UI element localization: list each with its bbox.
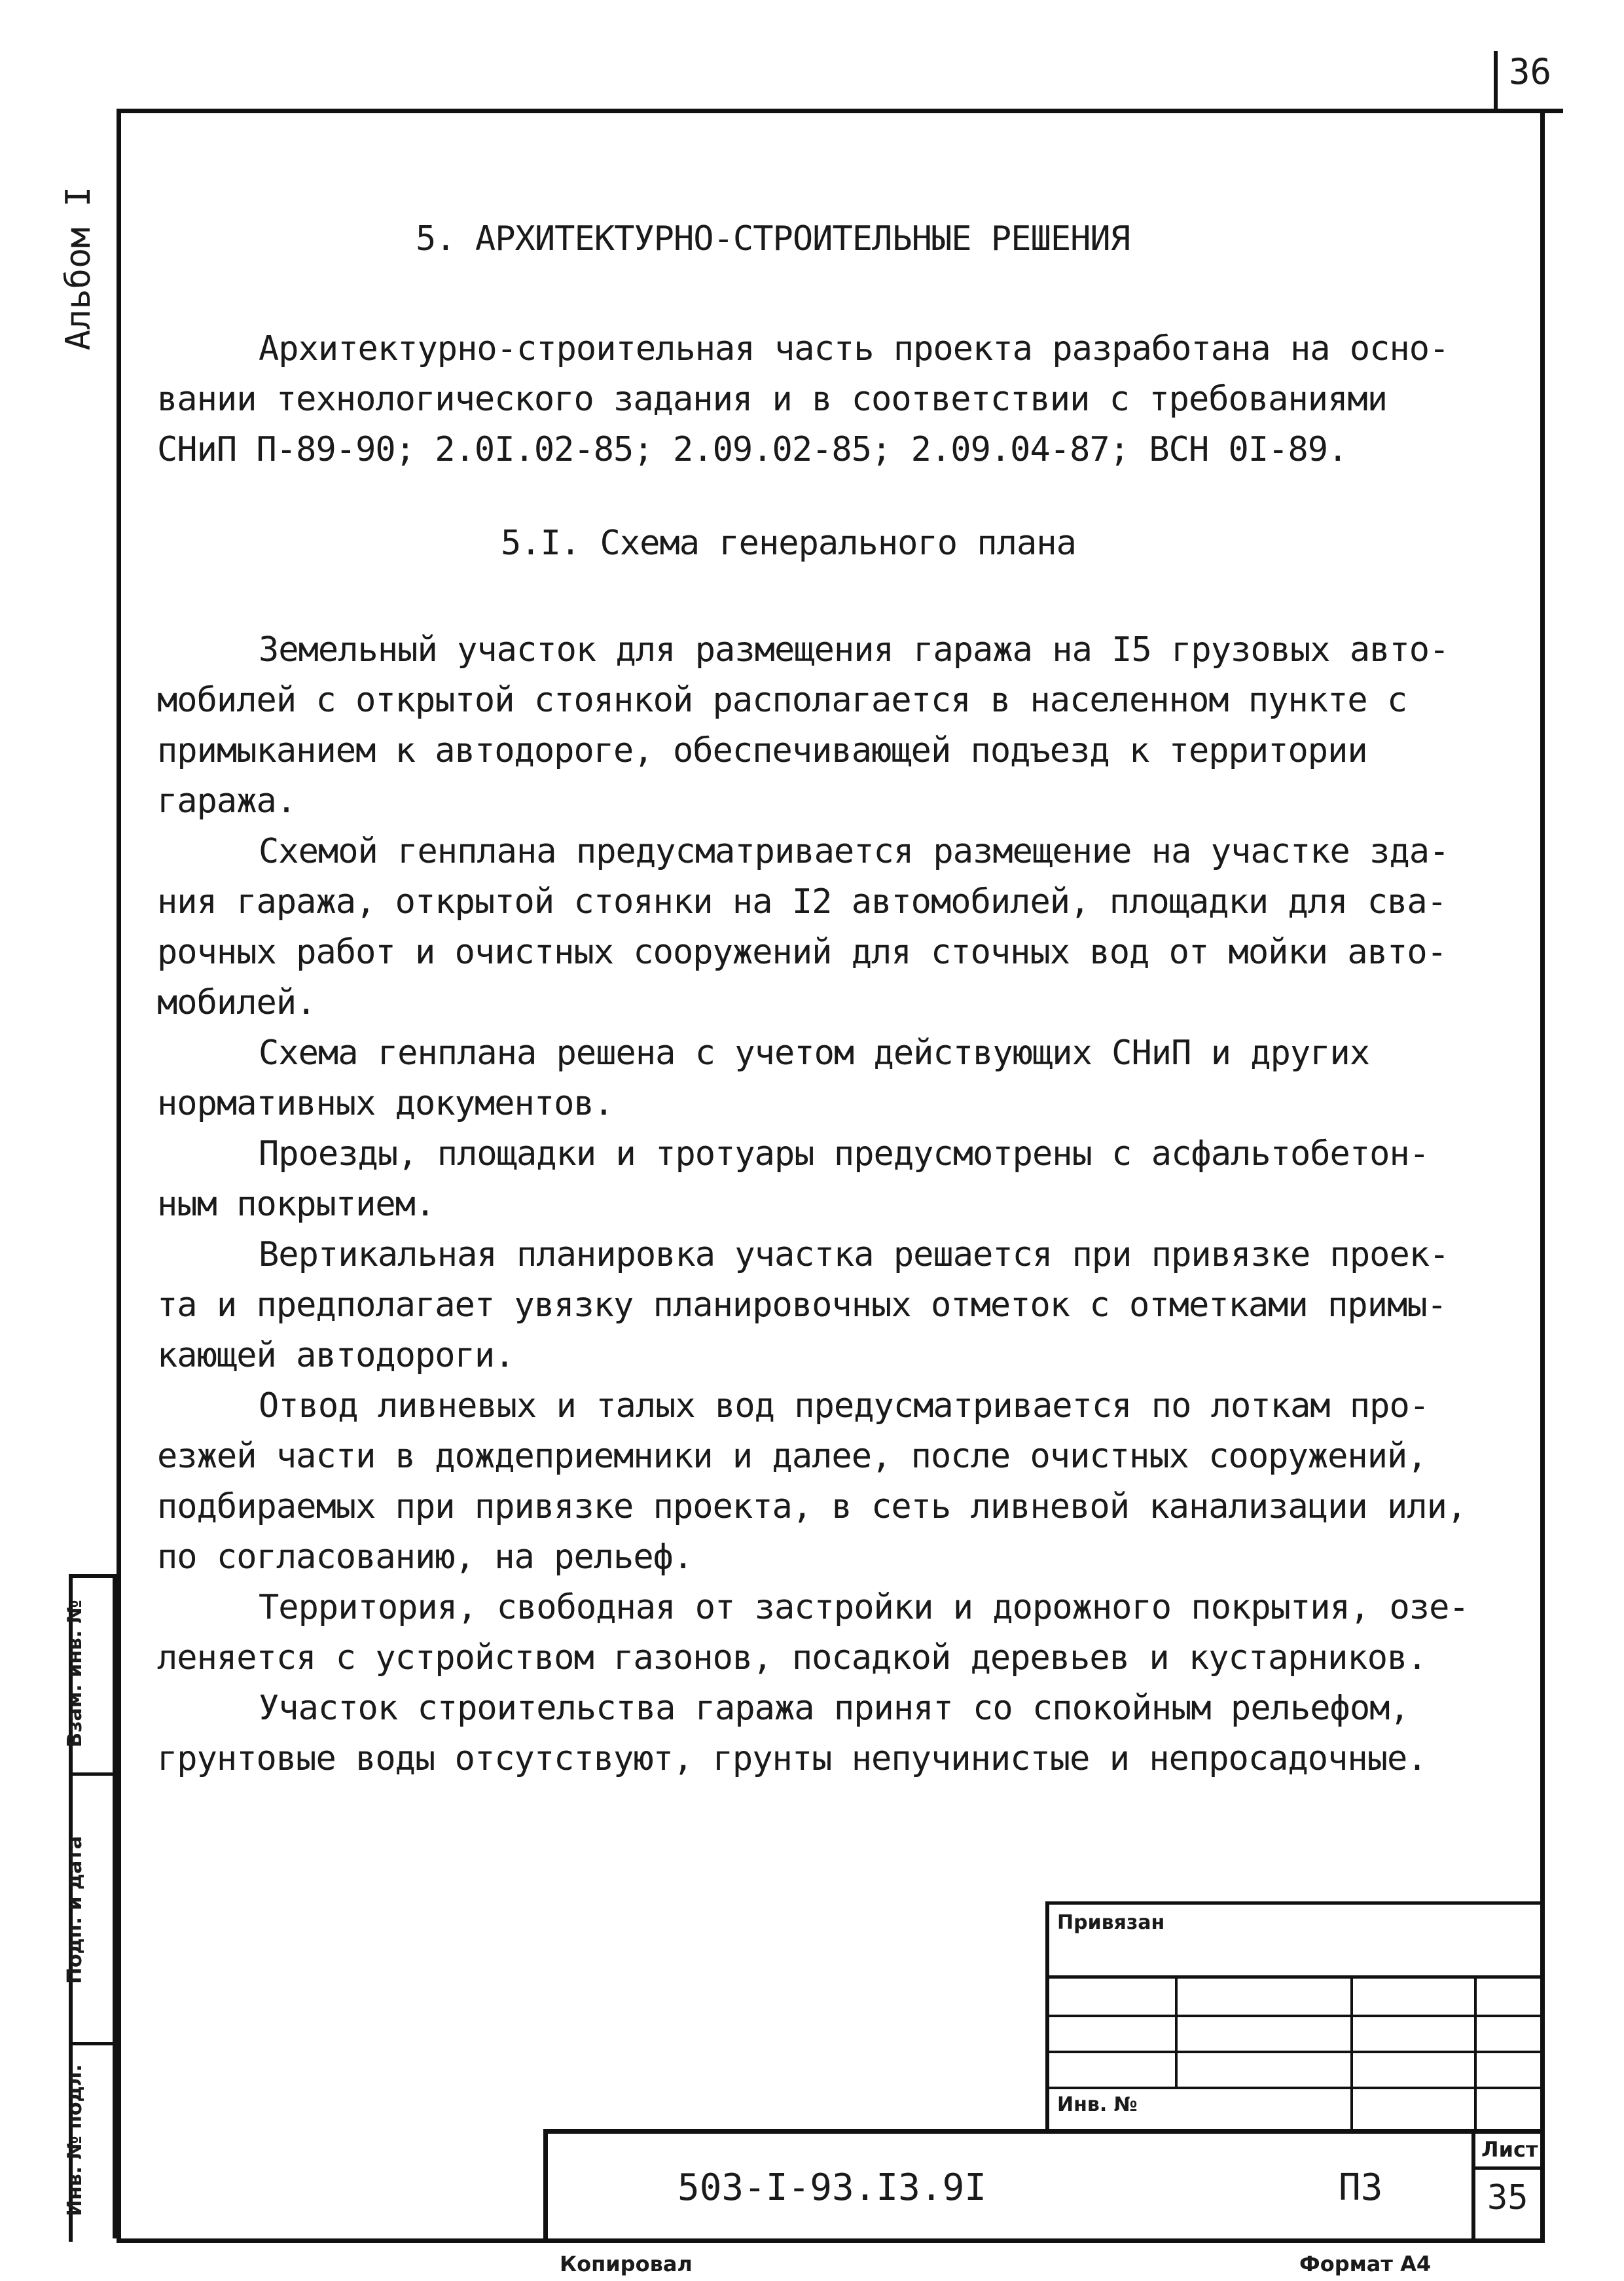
doc-type: ПЗ (1339, 2166, 1383, 2209)
body-line: Территория, свободная от застройки и дорожного покрытия, озе- (259, 1588, 1469, 1627)
binding-top (1045, 1901, 1545, 1905)
binding-col-1 (1175, 1975, 1178, 2087)
frame-left (117, 109, 121, 2242)
body-line: гаража. (157, 781, 297, 821)
frame-right (1540, 109, 1545, 2242)
body-line: ния гаража, открытой стоянки на I2 автомобилей, площадки для сва- (157, 882, 1447, 922)
side-stamp-rule-1 (69, 1772, 117, 1776)
body-line: Схема генплана решена с учетом действующих СНиП и других (259, 1033, 1370, 1073)
side-stamp-top-rule (69, 1574, 117, 1578)
binding-col-3 (1474, 1975, 1477, 2134)
body-line: Отвод ливневых и талых вод предусматривается по лоткам про- (259, 1386, 1430, 1426)
sheet-cell-left (1471, 2129, 1475, 2240)
binding-left (1045, 1901, 1049, 2134)
body-line: грунтовые воды отсутствуют, грунты непучинистые и непросадочные. (157, 1739, 1427, 1778)
title-block-left (543, 2129, 548, 2240)
side-stamp-right-rule (113, 1574, 117, 2238)
format-label: Формат А4 (1299, 2252, 1432, 2276)
binding-rule-2 (1045, 2015, 1545, 2017)
body-line: Участок строительства гаража принят со спокойным рельефом, (259, 1689, 1409, 1728)
sheet-number: 35 (1487, 2178, 1528, 2218)
binding-col-2 (1350, 1975, 1353, 2134)
body-line: мобилей. (157, 983, 316, 1022)
body-line: рочных работ и очистных сооружений для сточных вод от мойки авто- (157, 933, 1447, 972)
body-line: ным покрытием. (157, 1185, 435, 1224)
side-stamp-rule-2 (69, 2042, 117, 2045)
intro-line: Архитектурно-строительная часть проекта разработана на осно- (259, 329, 1449, 368)
frame-bottom (117, 2238, 1545, 2243)
body-line: мобилей с открытой стоянкой располагается в населенном пункте с (157, 681, 1407, 720)
body-line: та и предполагает увязку планировочных отметок с отметками примы- (157, 1285, 1447, 1325)
sheet-label: Лист (1481, 2137, 1538, 2162)
podp-data-label: Подп. и дата (63, 1835, 86, 1985)
privyazan-label: Привязан (1057, 1911, 1165, 1934)
inv-podl-label: Инв. № подл. (63, 2064, 86, 2217)
body-line: нормативных документов. (157, 1084, 614, 1123)
sheet-cell-divider (1471, 2166, 1545, 2170)
body-line: Проезды, площадки и тротуары предусмотрены с асфальтобетон- (259, 1134, 1430, 1174)
binding-rule-3 (1045, 2051, 1545, 2053)
body-line: примыканием к автодороге, обеспечивающей подъезд к территории (157, 731, 1367, 770)
inv-no-label: Инв. № (1057, 2093, 1138, 2116)
body-line: леняется с устройством газонов, посадкой деревьев и кустарников. (157, 1638, 1427, 1678)
album-label: Альбом I (59, 186, 98, 351)
page-number-divider (1494, 51, 1498, 111)
copied-label: Копировал (560, 2252, 693, 2276)
binding-rule-4 (1045, 2087, 1545, 2089)
page-number: 36 (1509, 51, 1552, 92)
binding-rule-1 (1045, 1975, 1545, 1979)
body-line: подбираемых при привязке проекта, в сеть ливневой канализации или, (157, 1487, 1467, 1526)
section-title: 5. АРХИТЕКТУРНО-СТРОИТЕЛЬНЫЕ РЕШЕНИЯ (416, 219, 1130, 259)
vzam-inv-label: Взам. инв. № (63, 1600, 86, 1748)
body-line: Вертикальная планировка участка решается при привязке проек- (259, 1235, 1449, 1274)
body-line: кающей автодороги. (157, 1336, 514, 1375)
document-code: 503-I-93.I3.9I (677, 2166, 987, 2209)
body-text (157, 625, 1532, 1784)
intro-paragraph (157, 324, 1532, 475)
body-line: по согласованию, на рельеф. (157, 1537, 693, 1577)
frame-top (117, 109, 1563, 113)
body-line: езжей части в дождеприемники и далее, после очистных сооружений, (157, 1437, 1427, 1476)
subsection-title: 5.I. Схема генерального плана (501, 524, 1076, 563)
title-block-top (543, 2129, 1545, 2134)
body-line: Земельный участок для размещения гаража на I5 грузовых авто- (259, 630, 1449, 670)
intro-line: вании технологического задания и в соответствии с требованиями (157, 380, 1388, 419)
body-line: Схемой генплана предусматривается размещение на участке зда- (259, 832, 1449, 871)
intro-line: СНиП П-89-90; 2.0I.02-85; 2.09.02-85; 2.09.04-87; ВСН 0I-89. (157, 430, 1348, 469)
